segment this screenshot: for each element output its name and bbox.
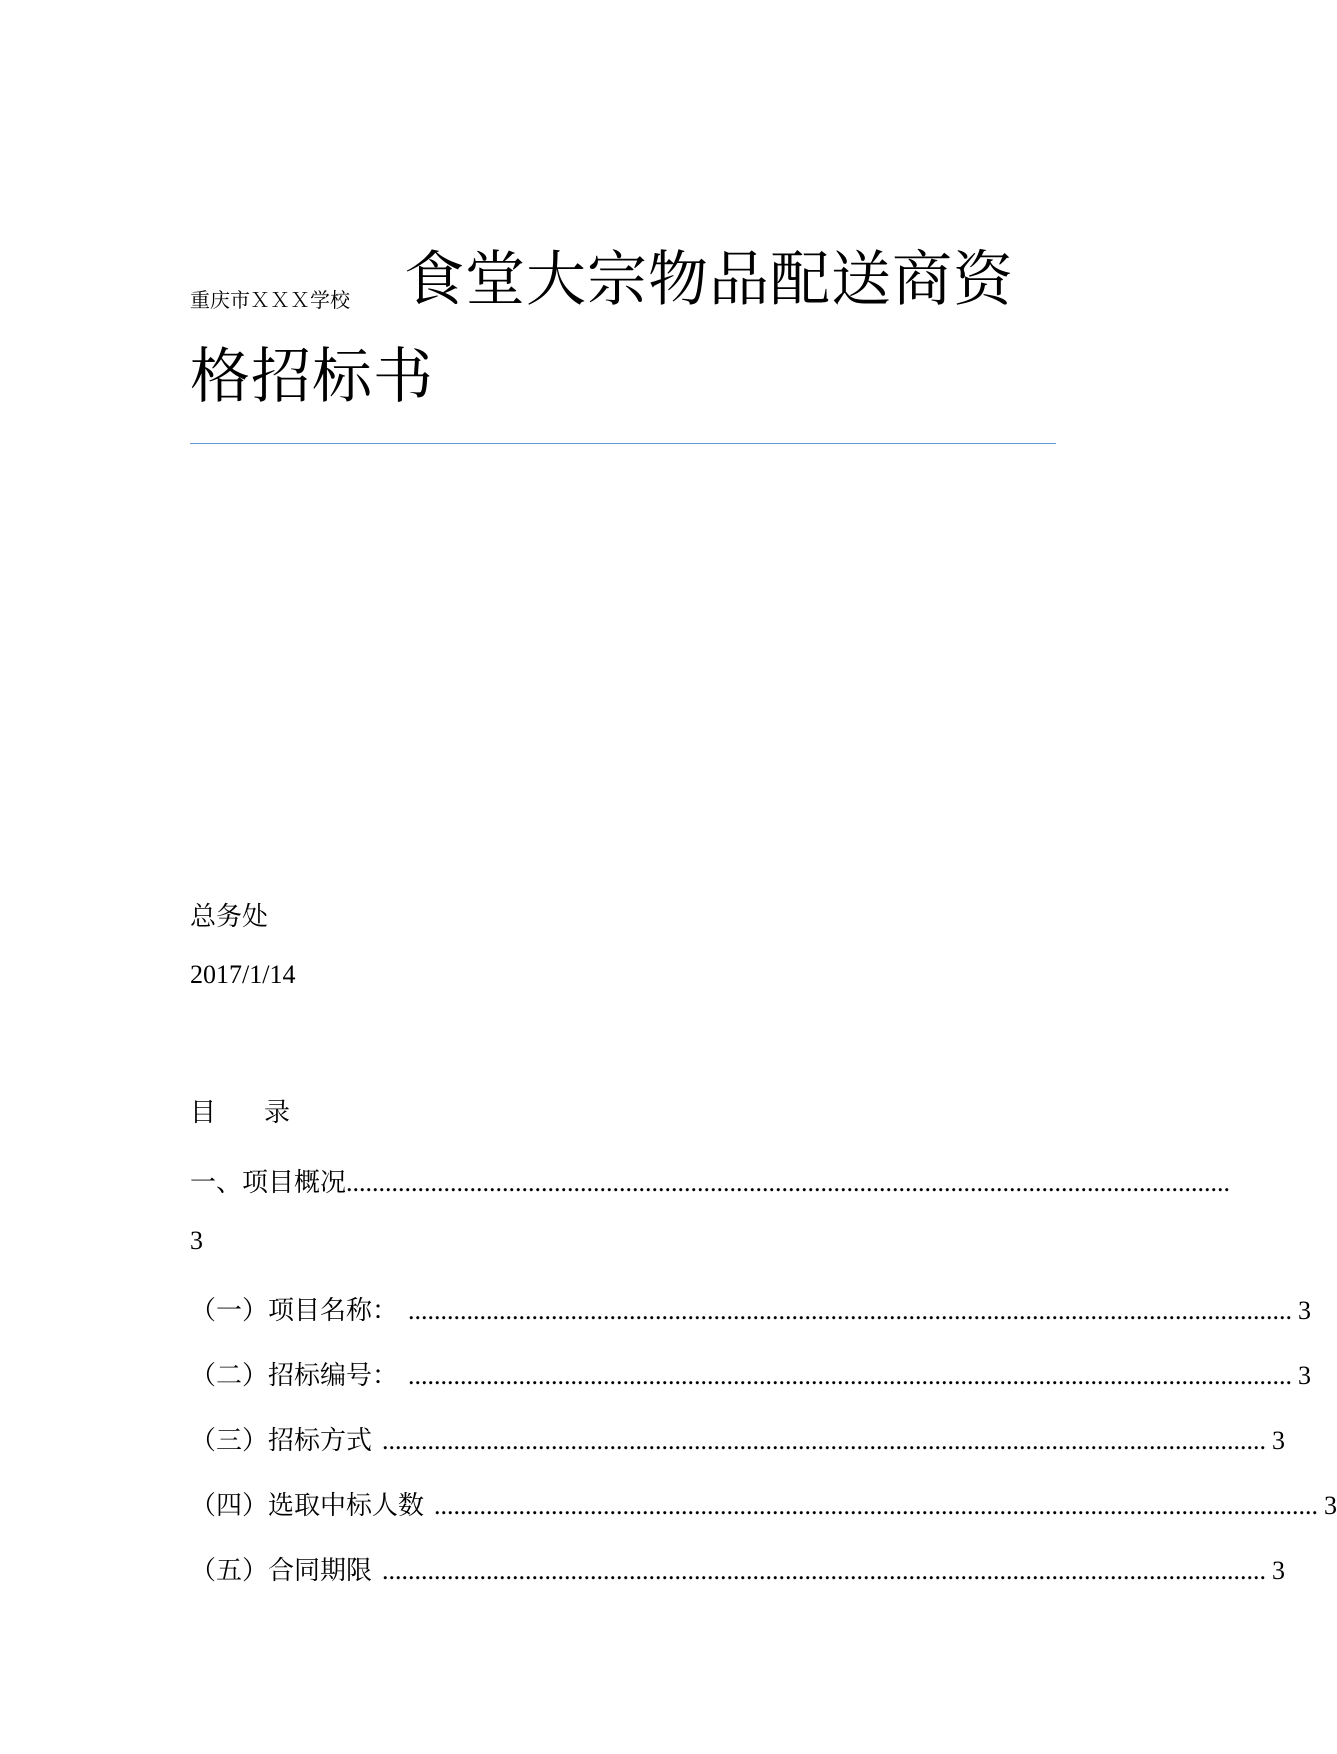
toc-leader-dots: ........................................................................................................................................ xyxy=(382,1426,1267,1455)
toc-entry[interactable] xyxy=(190,1485,1337,1521)
toc-entry-label: （二）招标编号： xyxy=(190,1361,399,1391)
toc-heading-right: 录 xyxy=(264,1098,291,1128)
toc-leader-dots: ........................................................................................................................................ xyxy=(346,1168,1231,1197)
toc-entry-page: 3 xyxy=(1298,1361,1312,1390)
toc-entry[interactable] xyxy=(190,1290,1312,1326)
toc-entry-label: （五）合同期限 xyxy=(190,1556,373,1586)
document-title-part-2: 格招标书 xyxy=(190,342,434,412)
toc-entry[interactable] xyxy=(190,1550,1286,1586)
cover-title-block xyxy=(190,240,1070,412)
toc-entry-page: 3 xyxy=(1272,1426,1286,1455)
document-title-part-1: 食堂大宗物品配送商资 xyxy=(404,245,1014,315)
school-name: 重庆市ＸＸＸ学校 xyxy=(190,288,350,312)
toc-entry-label: （一）项目名称： xyxy=(190,1296,399,1326)
document-date: 2017/1/14 xyxy=(190,960,296,989)
toc-entry-page: 3 xyxy=(1272,1556,1286,1585)
toc-entry-label: （三）招标方式 xyxy=(190,1426,373,1456)
toc-leader-dots: ........................................................................................................................................ xyxy=(408,1361,1293,1390)
toc-leader-dots: ........................................................................................................................................ xyxy=(382,1556,1267,1585)
toc-entry-page: 3 xyxy=(1298,1296,1312,1325)
toc-entry-page: 3 xyxy=(190,1226,203,1255)
toc-entry[interactable] xyxy=(190,1355,1312,1391)
department-name: 总务处 xyxy=(190,902,269,932)
toc-entry-label: 一、项目概况 xyxy=(190,1168,347,1198)
toc-heading xyxy=(190,1092,290,1129)
toc-entry-label: （四）选取中标人数 xyxy=(190,1491,425,1521)
toc-leader-dots: ........................................................................................................................................ xyxy=(434,1491,1319,1520)
title-line-1 xyxy=(190,240,1070,330)
toc-entry[interactable] xyxy=(190,1420,1286,1456)
toc-leader-dots: ........................................................................................................................................ xyxy=(408,1296,1293,1325)
toc-heading-left: 目 xyxy=(190,1098,217,1128)
title-divider xyxy=(190,443,1056,444)
toc-entry-level1[interactable] xyxy=(190,1162,1231,1199)
toc-entry-page: 3 xyxy=(1324,1491,1337,1520)
